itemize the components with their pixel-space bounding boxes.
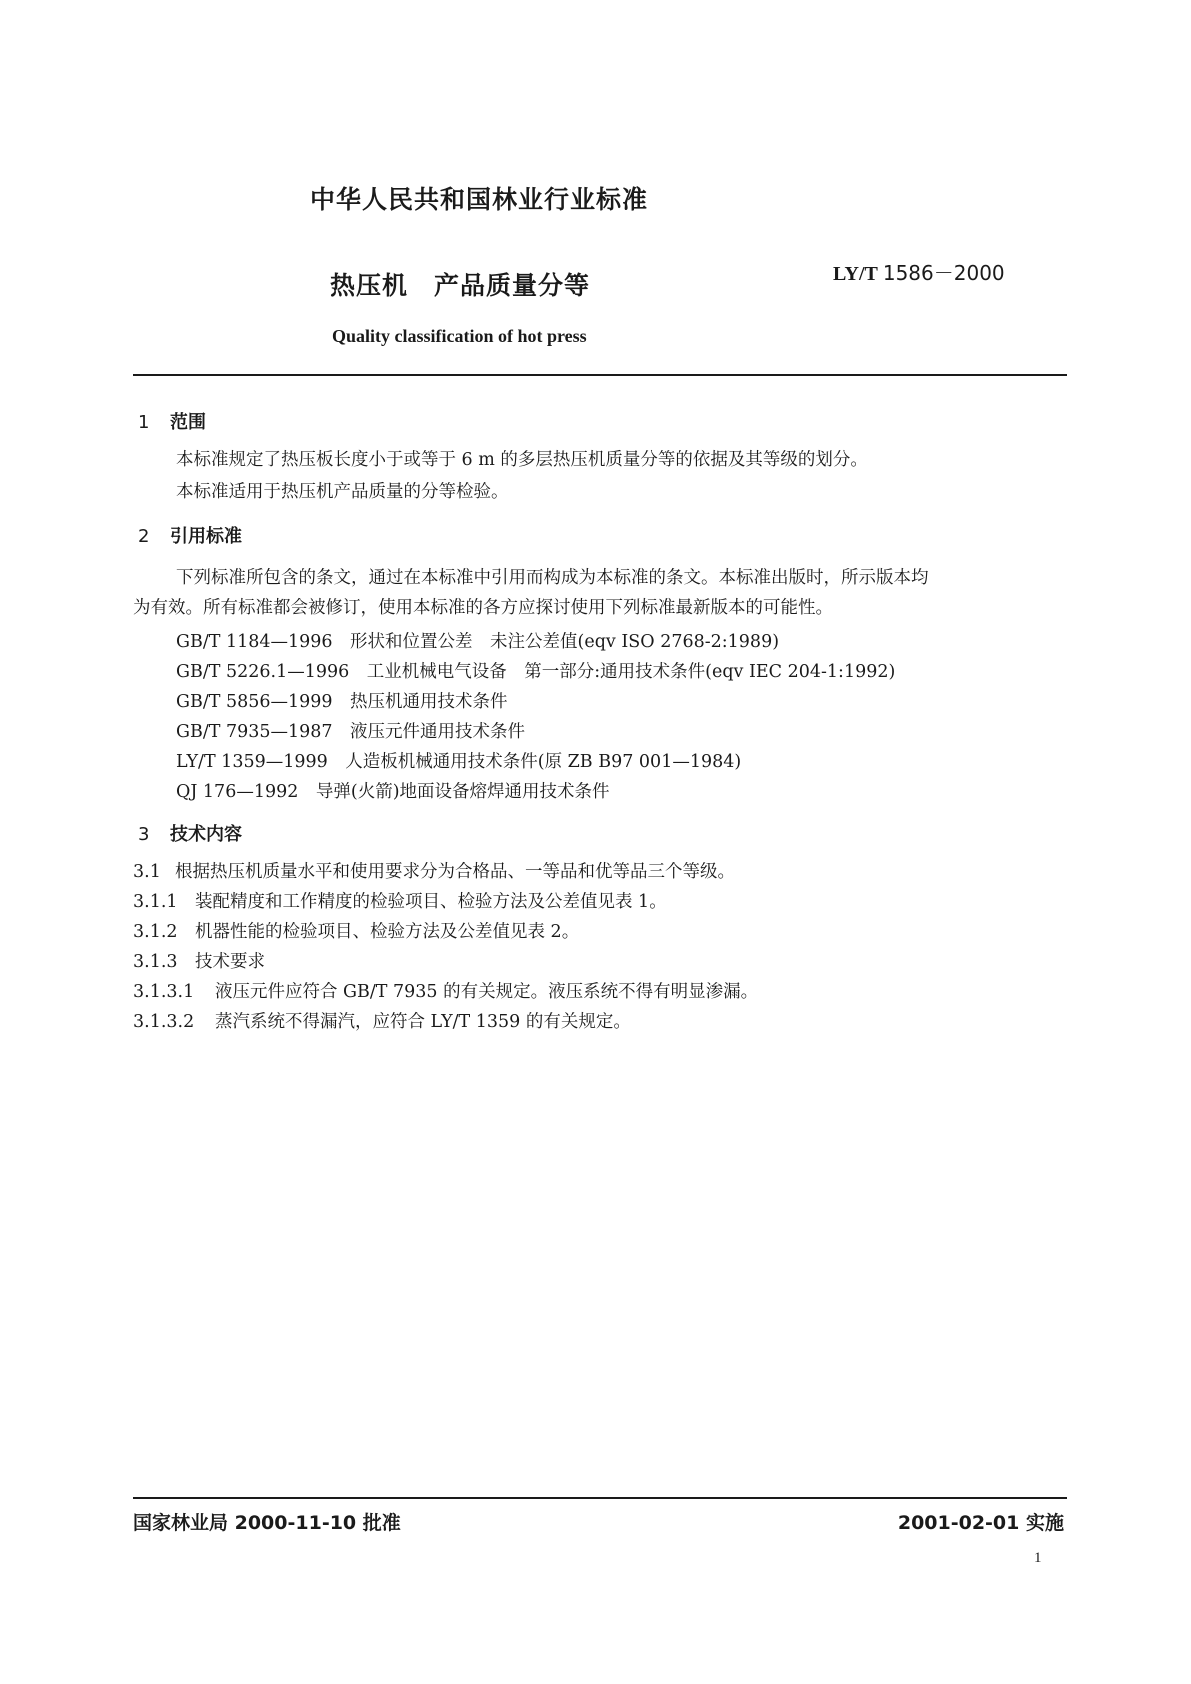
reference-item: GB/T 5856—1999 热压机通用技术条件 <box>176 692 508 712</box>
section-2-heading <box>138 522 242 548</box>
reference-item: QJ 176—1992 导弹(火箭)地面设备熔焊通用技术条件 <box>176 782 610 802</box>
clause-text: 装配精度和工作精度的检验项目、检验方法及公差值见表 1。 <box>195 892 667 912</box>
clause-number: 3.1.3.1 <box>133 982 195 1002</box>
clause-text: 机器性能的检验项目、检验方法及公差值见表 2。 <box>195 922 580 942</box>
standard-category-title: 中华人民共和国林业行业标准 <box>310 185 649 214</box>
references-intro-line-1: 下列标准所包含的条文，通过在本标准中引用而构成为本标准的条文。本标准出版时，所示版本均 <box>176 568 929 588</box>
scope-paragraph-1: 本标准规定了热压板长度小于或等于 6 m 的多层热压机质量分等的依据及其等级的划分。 <box>176 450 868 470</box>
clause-3-1-3 <box>133 948 265 973</box>
section-number: 1 <box>138 412 150 433</box>
clause-text: 根据热压机质量水平和使用要求分为合格品、一等品和优等品三个等级。 <box>175 862 735 882</box>
clause-number: 3.1.3 <box>133 952 178 972</box>
references-intro-line-2: 为有效。所有标准都会被修订，使用本标准的各方应探讨使用下列标准最新版本的可能性。 <box>133 598 833 618</box>
clause-number: 3.1 <box>133 862 161 882</box>
clause-number: 3.1.2 <box>133 922 178 942</box>
reference-item: GB/T 5226.1—1996 工业机械电气设备 第一部分:通用技术条件(eqv IEC 204-1:1992) <box>176 662 896 682</box>
page-number: 1 <box>1034 1550 1042 1566</box>
clause-3-1-3-2 <box>133 1008 631 1033</box>
document-number <box>833 257 1005 286</box>
reference-item: GB/T 7935—1987 液压元件通用技术条件 <box>176 722 526 742</box>
reference-item: LY/T 1359—1999 人造板机械通用技术条件(原 ZB B97 001—1984) <box>176 752 742 772</box>
section-1-heading <box>138 408 206 434</box>
clause-3-1-3-1 <box>133 978 758 1003</box>
clause-3-1 <box>133 858 735 883</box>
clause-3-1-1 <box>133 888 667 913</box>
header-divider <box>133 374 1067 376</box>
section-title: 技术内容 <box>170 824 242 845</box>
clause-text: 技术要求 <box>195 952 265 972</box>
clause-text: 蒸汽系统不得漏汽，应符合 LY/T 1359 的有关规定。 <box>215 1012 631 1032</box>
section-title: 引用标准 <box>170 526 242 547</box>
doc-number-value: 1586－2000 <box>882 261 1005 285</box>
doc-number-prefix: LY/T <box>833 263 878 285</box>
section-3-heading <box>138 820 242 846</box>
scope-paragraph-2: 本标准适用于热压机产品质量的分等检验。 <box>176 482 509 502</box>
clause-text: 液压元件应符合 GB/T 7935 的有关规定。液压系统不得有明显渗漏。 <box>215 982 759 1002</box>
section-number: 2 <box>138 526 150 547</box>
section-title: 范围 <box>170 412 206 433</box>
section-number: 3 <box>138 824 150 845</box>
footer-divider <box>133 1497 1067 1499</box>
clause-number: 3.1.1 <box>133 892 178 912</box>
reference-item: GB/T 1184—1996 形状和位置公差 未注公差值(eqv ISO 2768-2:1989) <box>176 632 780 652</box>
document-title: 热压机 产品质量分等 <box>330 271 591 300</box>
clause-3-1-2 <box>133 918 579 943</box>
english-title: Quality classification of hot press <box>332 326 587 346</box>
implementation-date: 2001-02-01 实施 <box>897 1512 1064 1534</box>
approval-date: 国家林业局 2000-11-10 批准 <box>133 1512 401 1534</box>
clause-number: 3.1.3.2 <box>133 1012 195 1032</box>
